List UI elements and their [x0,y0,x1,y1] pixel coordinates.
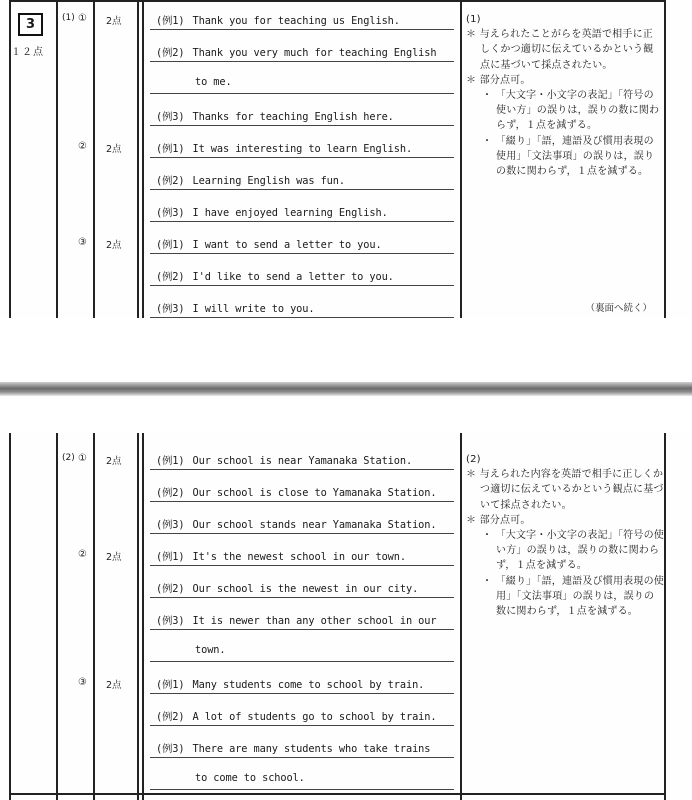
example-text: Our school is near Yamanaka Station. [192,455,413,467]
answer-underline [150,693,454,694]
answer-underline [150,629,454,630]
example-text: I will write to you. [192,303,315,315]
answer-underline [150,661,454,662]
example-answer [156,236,382,251]
example-answer [156,300,315,315]
example-answer [156,140,412,155]
item-number: ① [78,13,87,24]
item-points: 2点 [106,16,122,27]
example-text: There are many students who take trains [192,743,431,755]
answer-underline [150,789,454,790]
answer-underline [150,469,454,470]
answer-underline [150,533,454,534]
answer-underline [150,253,454,254]
question-label: (1) [62,13,75,23]
table-divider [142,433,144,800]
example-text: I want to send a letter to you. [192,239,382,251]
section-number-box: 3 [18,13,43,36]
example-text: Thank you for teaching us English. [192,15,400,27]
answer-underline [150,221,454,222]
table-divider [56,0,58,318]
example-answer [156,172,345,187]
grading-notes [466,452,664,619]
answer-underline [150,157,454,158]
example-text: Our school stands near Yamanaka Station. [192,519,437,531]
example-label: (例3) [156,615,185,627]
example-answer [156,612,436,627]
example-answer-continued: to come to school. [195,772,305,784]
answer-underline [150,93,454,94]
example-text: Many students come to school by train. [192,679,425,691]
notes-criterion: ＊ 与えられた内容を英語で相手に正しくかつ適切に伝えているかという観点に基づいて採点されたい。 [466,469,664,511]
example-text: Our school is close to Yamanaka Station. [192,487,437,499]
notes-heading: (1) [466,14,481,25]
example-label: (例1) [156,679,185,691]
item-number: ③ [78,237,87,248]
example-label: (例2) [156,583,185,595]
notes-partial-credit: ＊ 部分点可。 [466,514,531,526]
table-divider [56,433,58,800]
notes-heading: (2) [466,454,481,465]
example-label: (例3) [156,111,185,123]
table-divider [137,0,139,318]
table-border-right [664,0,666,318]
example-label: (例3) [156,303,185,315]
example-label: (例2) [156,175,185,187]
example-label: (例3) [156,519,185,531]
item-number: ② [78,141,87,152]
answer-underline [150,725,454,726]
example-text: A lot of students go to school by train. [192,711,437,723]
example-text: It is newer than any other school in our [192,615,437,627]
answer-key-page-top [0,0,692,318]
notes-deduction-1: ・ 「大文字・小文字の表記」「符号の使い方」の誤りは，誤りの数に関わらず，１点を減ずる。 [482,90,660,132]
example-answer [156,484,436,499]
example-label: (例2) [156,487,185,499]
example-label: (例1) [156,143,185,155]
example-label: (例3) [156,207,185,219]
item-number: ② [78,549,87,560]
example-answer [156,44,436,59]
answer-key-page-bottom [0,433,692,800]
table-divider [93,433,95,800]
question-label: (2) [62,453,75,463]
example-text: I'd like to send a letter to you. [192,271,394,283]
example-answer [156,108,394,123]
example-answer [156,268,394,283]
table-divider [460,0,462,318]
item-points: 2点 [106,144,122,155]
page-separator-band [0,382,692,396]
notes-partial-credit: ＊ 部分点可。 [466,74,531,86]
example-label: (例1) [156,239,185,251]
notes-deduction-1: ・ 「大文字・小文字の表記」「符号の使い方」の誤りは，誤りの数に関わらず，１点を減ずる。 [482,530,664,572]
answer-underline [150,61,454,62]
item-number: ③ [78,677,87,688]
page-separator [0,318,692,433]
example-text: I have enjoyed learning English. [192,207,388,219]
notes-deduction-2: ・ 「綴り」「語，連語及び慣用表現の使用」「文法事項」の誤りは，誤りの数に関わらず，１点を減ずる。 [482,575,664,618]
example-answer [156,516,436,531]
table-border-right [664,433,666,800]
grading-notes [466,12,662,179]
notes-deduction-2: ・ 「綴り」「語，連語及び慣用表現の使用」「文法事項」の誤りは，誤りの数に関わらず，１点を減ずる。 [482,135,655,178]
item-number: ① [78,453,87,464]
answer-underline [150,285,454,286]
example-label: (例1) [156,455,185,467]
item-points: 2点 [106,456,122,467]
item-points: 2点 [106,552,122,563]
table-border-bottom [9,793,665,795]
example-answer-continued: town. [195,644,226,656]
answer-underline [150,189,454,190]
answer-underline [150,29,454,30]
example-text: Our school is the newest in our city. [192,583,419,595]
table-divider [93,0,95,318]
example-label: (例1) [156,15,185,27]
example-answer [156,580,418,595]
example-answer [156,676,424,691]
table-border-left [9,433,11,800]
example-answer [156,740,430,755]
continued-note: （裏面へ続く） [585,303,652,314]
example-label: (例1) [156,551,185,563]
answer-underline [150,501,454,502]
table-divider [137,433,139,800]
answer-underline [150,597,454,598]
example-label: (例2) [156,271,185,283]
example-answer [156,708,436,723]
table-border-top [9,0,665,2]
example-label: (例2) [156,711,185,723]
example-label: (例3) [156,743,185,755]
example-answer [156,452,412,467]
item-points: 2点 [106,680,122,691]
item-points: 2点 [106,240,122,251]
answer-underline [150,125,454,126]
example-answer [156,548,406,563]
example-answer-continued: to me. [195,76,232,88]
example-text: Thank you very much for teaching English [192,47,437,59]
answer-underline [150,757,454,758]
table-divider [460,433,462,800]
notes-criterion: ＊ 与えられたことがらを英語で相手に正しくかつ適切に伝えているかという観点に基づいて採点されたい。 [466,29,654,71]
example-text: It was interesting to learn English. [192,143,413,155]
example-text: Thanks for teaching English here. [192,111,394,123]
answer-underline [150,565,454,566]
example-answer [156,204,388,219]
example-text: It's the newest school in our town. [192,551,406,563]
example-answer [156,12,400,27]
example-text: Learning English was fun. [192,175,345,187]
section-points: １２点 [11,47,44,58]
example-label: (例2) [156,47,185,59]
table-divider [142,0,144,318]
